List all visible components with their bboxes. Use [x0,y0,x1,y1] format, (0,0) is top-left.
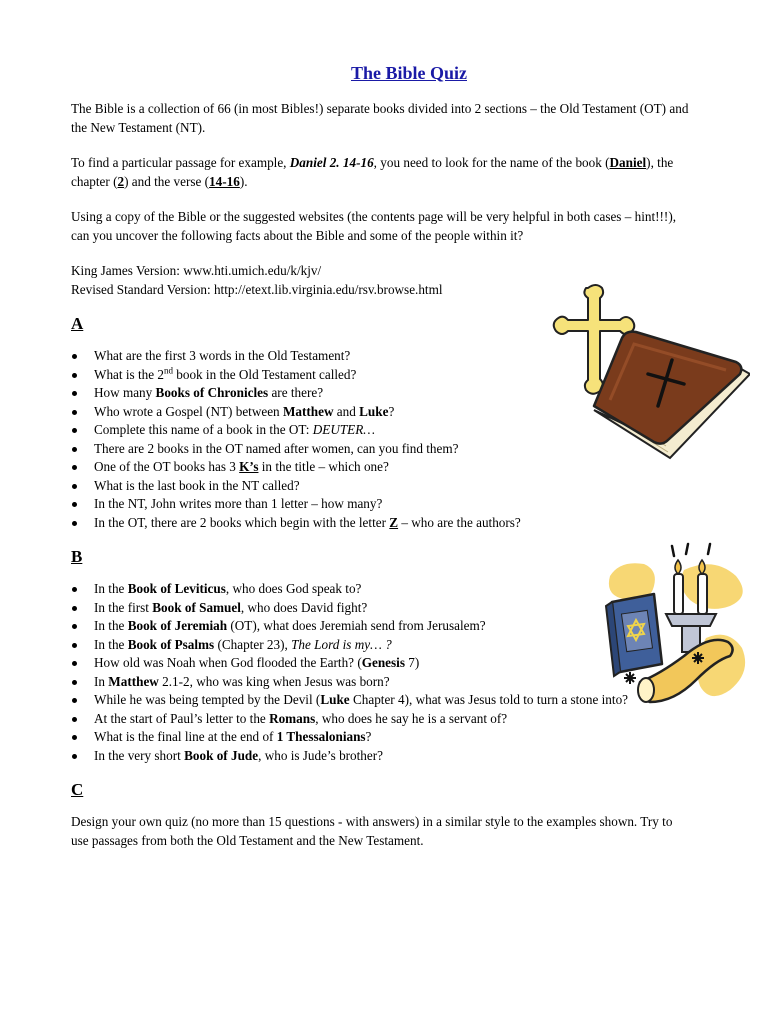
bullet-icon [72,465,77,470]
bullet-icon [72,373,77,378]
list-item: In the first Book of Samuel, who does David fight? [71,599,691,618]
list-item: In the Book of Jeremiah (OT), what does Jeremiah send from Jerusalem? [71,617,691,636]
torah-candles-shofar-icon [596,540,756,710]
list-item: What is the final line at the end of 1 Thessalonians? [71,728,691,747]
intro-paragraph-1: The Bible is a collection of 66 (in most Bibles!) separate books divided into 2 sections – the Old Testament (OT) and the New Testament (NT). [71,101,689,135]
bullet-icon [72,502,77,507]
example-reference: Daniel 2. 14-16 [289,155,374,170]
bullet-icon [72,717,77,722]
page-title: The Bible Quiz [350,63,467,83]
url-king-james: King James Version: www.hti.umich.edu/k/kjv/ [71,263,322,278]
bible-with-cross-icon [550,282,750,462]
bullet-icon [72,754,77,759]
example-chapter: 2 [117,173,125,189]
list-item: Complete this name of a book in the OT: DEUTER… [71,421,691,440]
bullet-icon [72,587,77,592]
list-item: What are the first 3 words in the Old Testament? [71,347,691,366]
section-a-heading: A [71,314,84,333]
bullet-icon [72,447,77,452]
intro-paragraph-3: Using a copy of the Bible or the suggested websites (the contents page will be very helpful in both cases – hint!!!), can you uncover the following facts about the Bible and some of the people within it? [71,209,677,243]
example-verse: 14-16 [209,173,240,189]
bullet-icon [72,354,77,359]
list-item: How many Books of Chronicles are there? [71,384,691,403]
list-item: There are 2 books in the OT named after women, can you find them? [71,440,691,459]
example-book: Daniel [609,155,647,170]
list-item: In the Book of Leviticus, who does God speak to? [71,580,691,599]
list-item: In the Book of Psalms (Chapter 23), The Lord is my… ? [71,636,691,655]
bullet-icon [72,698,77,703]
url-revised-standard: Revised Standard Version: http://etext.lib.virginia.edu/rsv.browse.html [71,281,443,297]
intro-paragraph-2: To find a particular passage for example, Daniel 2. 14-16, you need to look for the name of the book (Daniel), the chapter (2) and the verse (14-16). [71,155,674,189]
bullet-icon [72,624,77,629]
list-item: In Matthew 2.1-2, who was king when Jesus was born? [71,673,691,692]
list-item: At the start of Paul’s letter to the Romans, who does he say he is a servant of? [71,710,691,729]
list-item: In the OT, there are 2 books which begin with the letter Z – who are the authors? [71,514,691,533]
bullet-icon [72,606,77,611]
list-item: What is the 2nd book in the Old Testament called? [71,366,691,385]
list-item: While he was being tempted by the Devil (Luke Chapter 4), what was Jesus told to turn a stone into? [71,691,691,710]
quiz-document [71,60,691,867]
bullet-icon [72,735,77,740]
bullet-icon [72,391,77,396]
section-c-text: Design your own quiz (no more than 15 questions - with answers) in a similar style to the examples shown. Try to use passages from both the Old Testament and the New Testament. [71,814,673,848]
bullet-icon [72,661,77,666]
list-item: How old was Noah when God flooded the Earth? (Genesis 7) [71,654,691,673]
bullet-icon [72,410,77,415]
list-item: Who wrote a Gospel (NT) between Matthew and Luke? [71,403,691,422]
section-b-heading: B [71,547,83,566]
list-item: One of the OT books has 3 K’s in the title – which one? [71,458,691,477]
section-c-heading: C [71,780,84,799]
list-item: What is the last book in the NT called? [71,477,691,496]
bullet-icon [72,484,77,489]
list-item: In the very short Book of Jude, who is Jude’s brother? [71,747,691,766]
list-item: In the NT, John writes more than 1 letter – how many? [71,495,691,514]
bullet-icon [72,521,77,526]
bullet-icon [72,428,77,433]
bullet-icon [72,643,77,648]
bullet-icon [72,680,77,685]
